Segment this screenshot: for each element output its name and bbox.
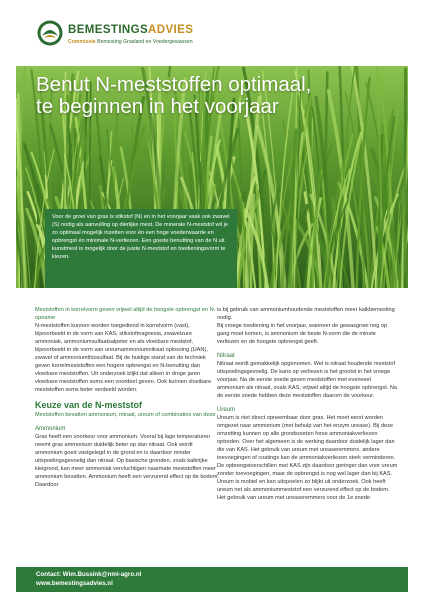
hero-image [16,66,408,288]
intro-box: Voor de groei van gras is stikstof (N) en in het voorjaar vaak ook zwavel (S) nodig als aanvulling op dierlijke mest. De minerale N-meststof wil je zo optimaal mogelijk inzetten voor én een hoge voederwaarde en opbrengst én minimale N-verliezen. Een goede benutting van de N uit kunstmest is mogelijk door de juiste N-meststof en toedieningsvorm te kiezen. [45,209,237,288]
page-header [0,0,424,66]
footer-contact: Contact: Wim.Bussink@nmi-agro.nl [36,571,142,578]
right-paragraph-2: Bij vroege toediening in het voorjaar, wanneer de gewasgroei nog op gang moet komen, is ammonium de beste N-vorm die de minste verliezen en de hoogste opbrengst geeft. [217,323,388,345]
ureum-text: Ureum is niet direct opneembaar door gras. Het moet eerst worden omgezet naar ammonium (met behulp van het enzym urease). Bij deze omzetting kunnen op alle grondsoorten forse ammoniakverliezen optreden. Over het algemeen is de werking daardoor duidelijk lager dan die van KAS. Het gebruik van ureum met ureaseremmers, andere toevoegingen of coatings kan de ammoniakverliezen sterk verminderen. De opbrengstverschillen met KAS zijn daardoor geringer dan voor ureum zonder toevoegingen, maar de opbrengst is nog wel lager dan bij KAS. Ureum is mobiel en kan uitspoelen zo blijkt uit onderzoek. Ook heeft ureum net als ammoniummeststof een verzurend effect op de bodem. Het gebruik van ureum met ureaseremmers voor de 1e snede [217,415,398,501]
heading-ammonium: Ammonium [35,426,66,432]
brand-name [68,24,193,36]
hero-title-line2: te beginnen in het voorjaar [36,95,279,118]
ammonium-text: Gras heeft een voorkeur voor ammonium. Vooral bij lage temperaturen neemt gras ammonium duidelijk beter op dan nitraat. Ook wordt ammonium goed vastgelegd in de grond en is daardoor minder uitspoelingsgevoelig dan nitraat. Op basische gronden, zoals kalkrijke kleigrond, kan meer ammoniak vervluchtigen naarmate meststoffen meer ammonium bevatten. Ammonium heeft een verzurend effect op de bodem. Daardoor [35,434,219,488]
section-subtitle-keuze: Meststoffen bevatten ammonium, nitraat, ureum of combinaties van deze [35,412,216,418]
left-paragraph-1: N-meststoffen kunnen worden toegediend in korrelvorm (vast), bijvoorbeeld in de vorm van KAS, stikstofmagnesia, zwavelzure ammoniak, ammoniumsulfaatsalpeter en als vloeibare meststof, bijvoorbeeld in de vorm van ureumammoniumnitraat oplossing (UAN), zwavel of ammoniumthiosulfaat. Bij de huidige stand van de techniek geven korrelmeststoffen een hogere opbrengst en N-benutting dan vloeibare meststoffen. Uit onderzoek blijkt dat alleen in droge jaren vloeibare meststoffen soms een voordeel geven. Ook kunnen vloeibare meststoffen soms beter verdeeld worden. [35,323,212,393]
left-column [35,306,219,489]
heading-ureum: Ureum [217,407,236,413]
heading-nitraat: Nitraat [217,353,235,359]
page-footer [16,567,408,592]
commissie-rest: Bemesting Grasland en Voedergewassen [97,39,193,45]
footer-website[interactable]: www.bemestingsadvies.nl [36,579,113,587]
right-paragraph-1: is bij gebruik van ammoniumhoudende meststoffen meer kalkbemesting nodig. [217,307,395,321]
hero-title-line1: Benut N-meststoffen optimaal, [36,73,312,96]
brand-part1: BEMESTINGS [68,24,149,36]
bemestingsadvies-logo-icon [37,20,63,46]
hero-title [36,74,311,118]
nitraat-text: Nitraat wordt gemakkelijk opgenomen. Wel is nitraat houdende meststof uitspoelingsgevoelig. De kans op verliezen is het grootst in het vroege voorjaar. Na de eerste snede geven meststoffen met evenveel ammonium als nitraat, zoals KAS, vrijwel altijd de hoogste opbrengst. Na de eerste snede hebben deze meststoffen daarom de voorkeur. [217,361,398,399]
left-subtitle: Meststoffen in korrelvorm geven vrijwel altijd de hoogste opbrengst en N-opname [35,307,216,321]
brand-part2: ADVIES [148,24,194,36]
right-column [217,306,399,502]
section-heading-keuze: Keuze van de N-meststof [35,400,143,410]
commissie-tagline [68,39,193,45]
commissie-bold: Commissie [68,39,96,45]
